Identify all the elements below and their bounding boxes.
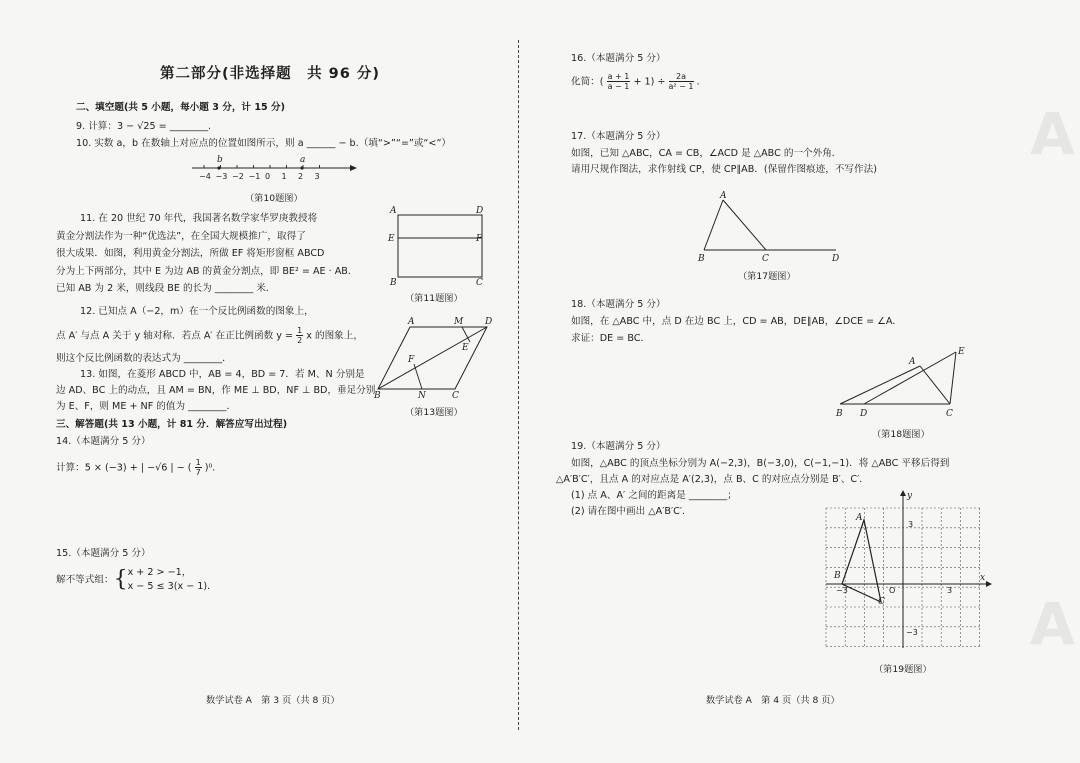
tick-label: −2 xyxy=(232,172,244,181)
question-9: 9. 计算：3 − √25 = ________. xyxy=(76,121,212,132)
point-a-label: a xyxy=(300,155,306,165)
figure-caption: （第19题图） xyxy=(874,664,932,675)
label-D: D xyxy=(476,206,484,216)
origin-label: O xyxy=(889,586,896,595)
label-A: A xyxy=(408,317,415,327)
question-18-line1: 如图，在 △ABC 中，点 D 在边 BC 上，CD = AB，DE∥AB，∠DCE = ∠A． xyxy=(571,316,902,327)
question-17-line1: 如图，已知 △ABC，CA = CB，∠ACD 是 △ABC 的一个外角． xyxy=(571,148,842,159)
question-19-line1: 如图，△ABC 的顶点坐标分别为 A(−2,3)，B(−3,0)，C(−1,−1)．将 △ABC 平移后得到 xyxy=(571,458,950,469)
q13-rhombus-figure xyxy=(372,317,502,401)
y-axis-label: y xyxy=(907,491,913,501)
question-17-line2: 请用尺规作图法，求作射线 CP，使 CP∥AB．(保留作图痕迹，不写作法) xyxy=(571,164,877,175)
page-footer: 数学试卷 A 第 3 页（共 8 页） xyxy=(206,695,340,706)
figure-caption: （第17题图） xyxy=(738,271,796,282)
label-C: C xyxy=(762,254,769,264)
label-F: F xyxy=(476,234,483,244)
label-E: E xyxy=(958,347,965,357)
label-A: A xyxy=(720,191,727,201)
question-16-heading: 16.（本题满分 5 分） xyxy=(571,53,666,64)
label-E: E xyxy=(388,234,395,244)
page-footer: 数学试卷 A 第 4 页（共 8 页） xyxy=(706,695,840,706)
label-A: A xyxy=(856,513,863,523)
question-18-heading: 18.（本题满分 5 分） xyxy=(571,299,666,310)
label-A: A xyxy=(390,206,397,216)
question-12-line1: 12. 已知点 A（−2，m）在一个反比例函数的图象上， xyxy=(80,306,314,317)
figure-caption: （第10题图） xyxy=(245,193,303,204)
question-line: 边 AD、BC 上的动点，且 AM = BN，作 ME ⊥ BD，NF ⊥ BD，垂足分别 xyxy=(56,385,376,396)
q19-coordinate-grid xyxy=(820,490,995,660)
tick-label: 0 xyxy=(265,172,271,181)
question-16: 化简：( $\frac{a + 1}{a - 1}$ + 1) ÷ $\frac{2a}{\text{a² − 1}}$ ． xyxy=(571,72,707,91)
question-line: 黄金分割法作为一种“优选法”，在全国大规模推广，取得了 xyxy=(56,230,306,242)
point-a xyxy=(300,166,303,169)
tick-label: 3 xyxy=(314,172,320,181)
label-A: A xyxy=(909,357,916,367)
tick-label: −3 xyxy=(906,628,918,637)
label-E: E xyxy=(462,343,469,353)
question-line: 很大成果．如图，利用黄金分割法，所做 EF 将矩形窗框 ABCD xyxy=(56,248,325,259)
tick-label: 1 xyxy=(281,172,287,181)
question-line: 11. 在 20 世纪 70 年代，我国著名数学家华罗庚教授将 xyxy=(80,213,318,224)
question-19-part1: (1) 点 A、A′ 之间的距离是 ________； xyxy=(571,490,737,501)
label-C: C xyxy=(946,409,953,419)
question-line: 分为上下两部分，其中 E 为边 AB 的黄金分割点，即 BE² = AE · AB． xyxy=(56,265,358,277)
label-B: B xyxy=(698,254,705,264)
q17-triangle-figure xyxy=(696,192,846,262)
figure-caption: （第13题图） xyxy=(405,407,463,418)
question-19-heading: 19.（本题满分 5 分） xyxy=(571,441,666,452)
tick-label: 3 xyxy=(908,520,914,529)
label-C: C xyxy=(452,391,459,401)
label-C: C xyxy=(476,278,483,288)
label-D: D xyxy=(832,254,840,264)
tick-label: −3 xyxy=(215,172,228,181)
watermark-letter: A xyxy=(1030,100,1075,168)
q10-number-line xyxy=(190,155,360,185)
label-N: N xyxy=(418,391,426,401)
q11-rectangle-figure xyxy=(388,205,488,288)
question-12-line2: 点 A′ 与点 A 关于 y 轴对称．若点 A′ 在正比例函数 y = $\frac{1}{2}$ x 的图象上， xyxy=(56,326,363,345)
section-heading: 二、填空题(共 5 小题，每小题 3 分，计 15 分) xyxy=(76,102,286,113)
tick-label: 3 xyxy=(947,586,953,595)
label-B: B xyxy=(374,391,381,401)
question-14: 计算：5 × (−3) + | −√6 | − ( $\frac{1}{7}$ )⁰． xyxy=(56,458,222,477)
page-title: 第二部分(非选择题 共 96 分) xyxy=(160,66,381,82)
tick-label: −3 xyxy=(836,586,848,595)
q18-triangle-figure xyxy=(832,344,972,424)
question-14-heading: 14.（本题满分 5 分） xyxy=(56,436,151,447)
tick-label: −4 xyxy=(199,172,211,181)
question-18-line2: 求证：DE = BC． xyxy=(571,333,651,344)
question-19-part2: (2) 请在图中画出 △A′B′C′． xyxy=(571,506,692,517)
watermark-letter: A xyxy=(1030,590,1075,658)
question-19-line2: △A′B′C′，且点 A 的对应点是 A′(2,3)，点 B、C 的对应点分别是 B′、C′． xyxy=(556,474,869,485)
label-D: D xyxy=(485,317,493,327)
tick-label: 2 xyxy=(298,172,304,181)
label-D: D xyxy=(860,409,868,419)
question-line: 已知 AB 为 2 米，则线段 BE 的长为 ________ 米． xyxy=(56,283,276,294)
figure-caption: （第11题图） xyxy=(405,293,463,304)
label-B: B xyxy=(834,571,841,581)
question-line: 13. 如图，在菱形 ABCD 中，AB = 4，BD = 7．若 M、N 分别是 xyxy=(80,369,365,380)
point-b xyxy=(217,166,220,169)
question-17-heading: 17.（本题满分 5 分） xyxy=(571,131,666,142)
question-15-heading: 15.（本题满分 5 分） xyxy=(56,548,151,559)
label-M: M xyxy=(454,317,464,327)
label-B: B xyxy=(390,278,397,288)
label-F: F xyxy=(408,355,415,365)
point-b-label: b xyxy=(217,155,223,165)
question-15: 解不等式组：{ x + 2 > −1， x − 5 ≤ 3(x − 1)． xyxy=(56,567,217,592)
label-C: C xyxy=(878,597,885,607)
page-divider xyxy=(518,40,519,730)
label-B: B xyxy=(836,409,843,419)
figure-caption: （第18题图） xyxy=(872,429,930,440)
question-line: 为 E、F，则 ME + NF 的值为 ________． xyxy=(56,401,237,412)
section-heading: 三、解答题(共 13 小题，计 81 分．解答应写出过程) xyxy=(56,419,288,430)
tick-label: −1 xyxy=(248,172,261,181)
x-axis-label: x xyxy=(980,573,986,583)
question-12-line3: 则这个反比例函数的表达式为 ________． xyxy=(56,353,232,364)
question-10: 10. 实数 a，b 在数轴上对应点的位置如图所示，则 a ______ − b.（填“>”“=”或“<”） xyxy=(76,138,452,149)
